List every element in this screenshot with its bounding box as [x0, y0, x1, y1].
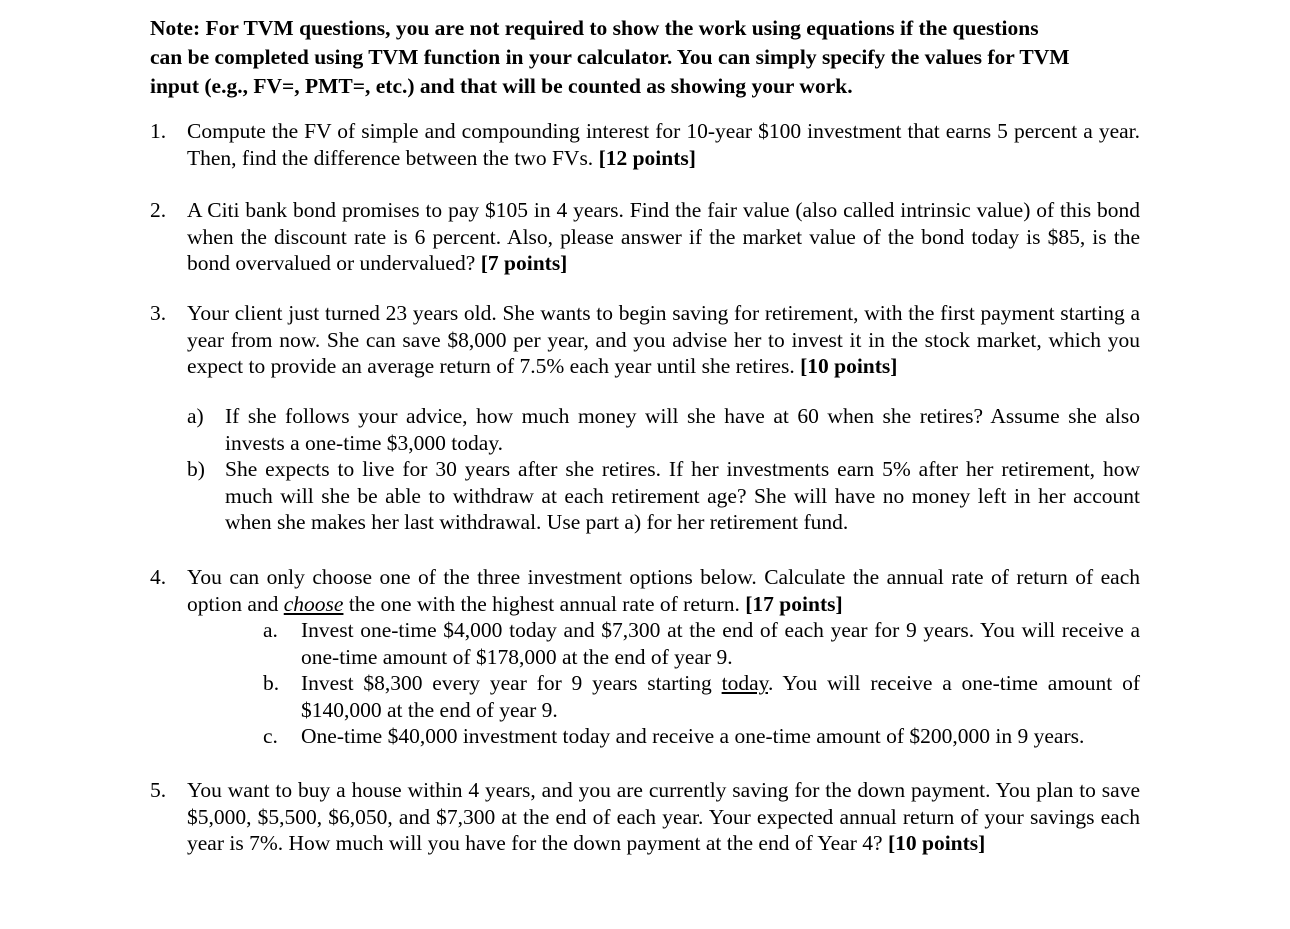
- part-label: a): [187, 404, 204, 428]
- question-text: A Citi bank bond promises to pay $105 in 4 years. Find the fair value (also called intrinsic value) of this bond when the discount rate is 6 percent. Also, please answer if the market value of the bond today is $85, is the bond overvalued or undervalued? [7 points]: [187, 198, 1140, 275]
- points-label: [12 points]: [598, 145, 696, 170]
- option-text: One-time $40,000 investment today and receive a one-time amount of $200,000 in 9 years.: [301, 724, 1085, 748]
- question-text: Compute the FV of simple and compounding interest for 10-year $100 investment that earns 5 percent a year. Then, find the difference between the two FVs. [12 points]: [187, 119, 1140, 170]
- part-text: If she follows your advice, how much money will she have at 60 when she retires? Assume she also invests a one-time $3,000 today.: [225, 404, 1140, 455]
- option-text: Invest one-time $4,000 today and $7,300 at the end of each year for 9 years. You will receive a one-time amount of $178,000 at the end of year 9.: [301, 618, 1140, 669]
- question-4-option-c: [263, 723, 1140, 750]
- question-1: [150, 118, 1140, 171]
- option-label: c.: [263, 724, 278, 748]
- points-label: [10 points]: [887, 831, 986, 855]
- question-4: [150, 564, 1140, 617]
- tvm-note: [150, 14, 1140, 101]
- points-label: [7 points]: [480, 251, 568, 275]
- question-3-part-b: [187, 456, 1140, 536]
- note-line-3: input (e.g., FV=, PMT=, etc.) and that will be counted as showing your work.: [150, 74, 853, 98]
- note-line-2: can be completed using TVM function in your calculator. You can simply specify the values for TVM: [150, 45, 1070, 69]
- points-label: [10 points]: [800, 354, 898, 378]
- question-3: [150, 300, 1140, 380]
- question-4-option-a: [263, 617, 1140, 670]
- emphasized-word: today: [721, 671, 768, 695]
- question-number: 5.: [150, 778, 167, 802]
- question-number: 3.: [150, 301, 167, 325]
- option-label: b.: [263, 671, 280, 695]
- part-text: She expects to live for 30 years after she retires. If her investments earn 5% after her retirement, how much will she be able to withdraw at each retirement age? She will have no money left in her account when she makes her last withdrawal. Use part a) for her retirement fund.: [225, 457, 1140, 534]
- part-label: b): [187, 457, 205, 481]
- question-text: You want to buy a house within 4 years, and you are currently saving for the down payment. You plan to save $5,000, $5,500, $6,050, and $7,300 at the end of each year. Your expected annual return of your savings each year is 7%. How much will you have for the down payment at the end of Year 4? [10 points]: [187, 778, 1140, 855]
- points-label: [17 points]: [745, 591, 843, 616]
- question-2: [150, 197, 1140, 277]
- question-4-option-b: [263, 670, 1140, 723]
- question-number: 4.: [150, 565, 167, 589]
- question-text: Your client just turned 23 years old. She wants to begin saving for retirement, with the first payment starting a year from now. She can save $8,000 per year, and you advise her to invest it in the stock market, which you expect to provide an average return of 7.5% each year until she retires. [10 points]: [187, 301, 1140, 378]
- question-5: [150, 777, 1140, 857]
- question-number: 2.: [150, 198, 167, 222]
- question-3-part-a: [187, 403, 1140, 456]
- note-line-1: Note: For TVM questions, you are not required to show the work using equations if the questions: [150, 16, 1039, 40]
- option-text: Invest $8,300 every year for 9 years starting today. You will receive a one-time amount of $140,000 at the end of year 9.: [301, 671, 1140, 722]
- emphasized-word: choose: [283, 591, 344, 616]
- option-label: a.: [263, 618, 278, 642]
- question-text: You can only choose one of the three investment options below. Calculate the annual rate of return of each option and choose the one with the highest annual rate of return. [17 points]: [187, 565, 1140, 616]
- question-number: 1.: [150, 119, 167, 143]
